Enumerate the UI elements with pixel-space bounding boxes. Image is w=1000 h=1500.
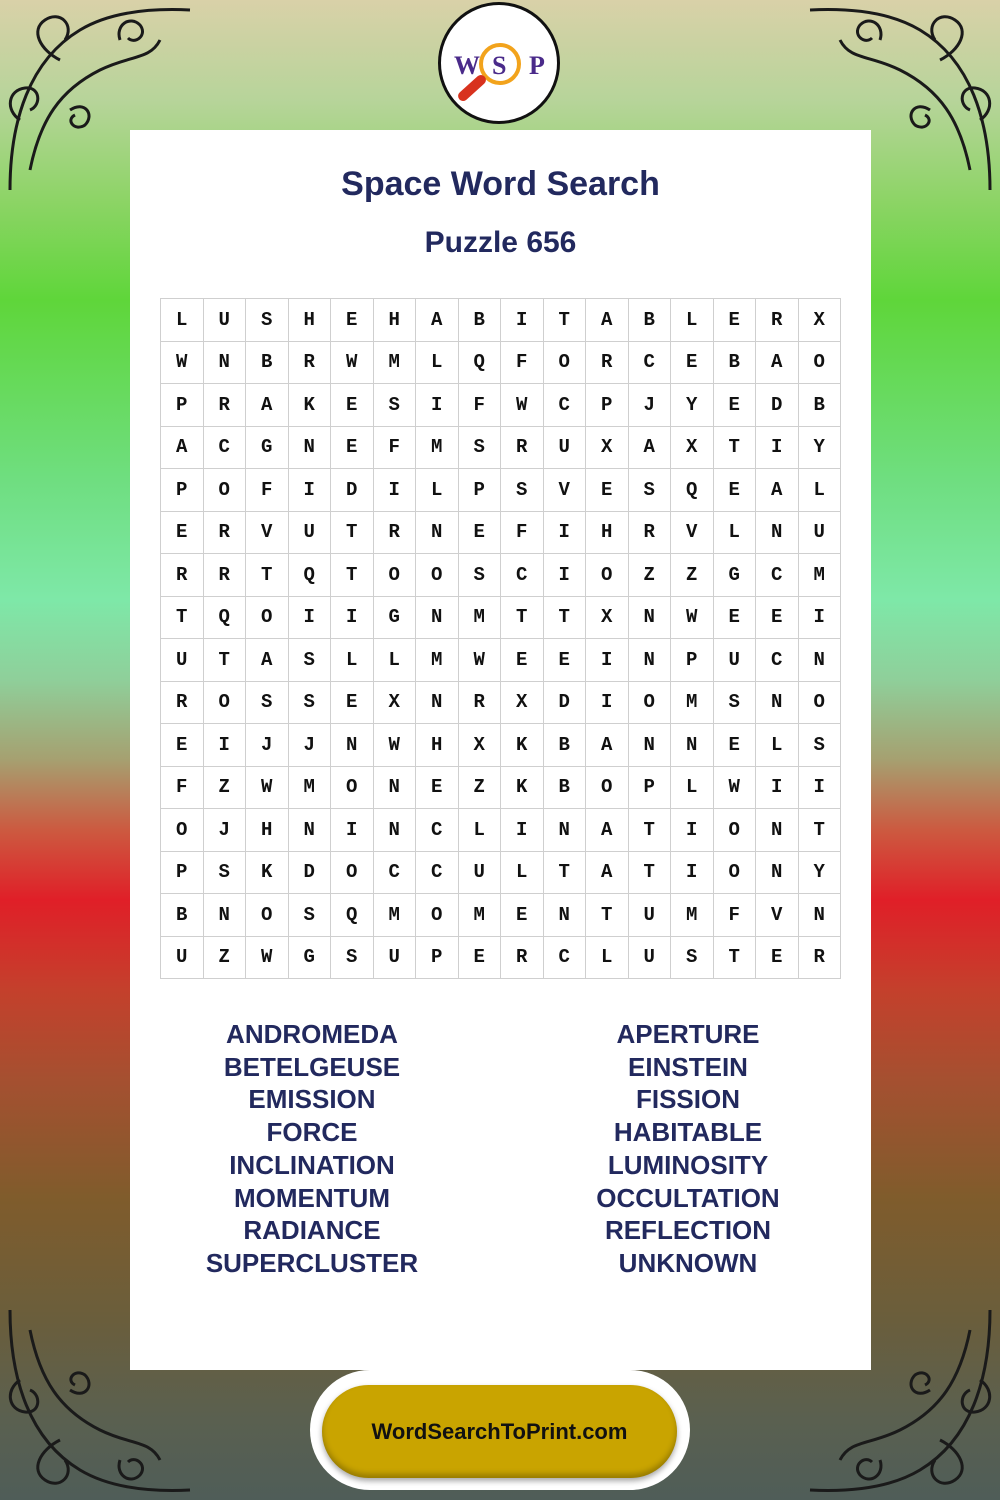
grid-cell[interactable]: E xyxy=(501,894,544,937)
grid-cell[interactable]: M xyxy=(289,767,332,810)
grid-cell[interactable]: N xyxy=(289,427,332,470)
grid-cell[interactable]: C xyxy=(501,554,544,597)
grid-cell[interactable]: V xyxy=(756,894,799,937)
grid-cell[interactable]: B xyxy=(246,342,289,385)
word-list-item: SUPERCLUSTER xyxy=(205,1247,419,1278)
grid-cell[interactable]: U xyxy=(289,512,332,555)
grid-cell[interactable]: S xyxy=(459,427,502,470)
grid-cell[interactable]: T xyxy=(331,554,374,597)
grid-cell[interactable]: D xyxy=(756,384,799,427)
grid-cell[interactable]: W xyxy=(374,724,417,767)
grid-cell[interactable]: T xyxy=(714,937,757,980)
grid-cell[interactable]: T xyxy=(501,597,544,640)
grid-cell[interactable]: B xyxy=(629,299,672,342)
grid-cell[interactable]: S xyxy=(374,384,417,427)
grid-cell[interactable]: N xyxy=(416,597,459,640)
grid-cell[interactable]: M xyxy=(671,894,714,937)
grid-cell[interactable]: I xyxy=(501,299,544,342)
grid-cell[interactable]: E xyxy=(161,724,204,767)
grid-cell[interactable]: N xyxy=(756,809,799,852)
letter-grid[interactable] xyxy=(160,298,841,979)
grid-cell[interactable]: Q xyxy=(671,469,714,512)
grid-cell[interactable]: K xyxy=(246,852,289,895)
grid-cell[interactable]: P xyxy=(161,384,204,427)
grid-cell[interactable]: H xyxy=(374,299,417,342)
word-list-item: HABITABLE xyxy=(613,1117,763,1148)
grid-cell[interactable]: I xyxy=(289,469,332,512)
grid-cell[interactable]: I xyxy=(501,809,544,852)
grid-cell[interactable]: Q xyxy=(459,342,502,385)
wsp-logo xyxy=(438,2,560,124)
grid-cell[interactable]: R xyxy=(161,682,204,725)
grid-cell[interactable]: I xyxy=(289,597,332,640)
grid-cell[interactable]: V xyxy=(246,512,289,555)
grid-cell[interactable]: E xyxy=(161,512,204,555)
grid-cell[interactable]: U xyxy=(629,894,672,937)
grid-cell[interactable]: E xyxy=(459,512,502,555)
grid-cell[interactable]: S xyxy=(459,554,502,597)
grid-cell[interactable]: E xyxy=(544,639,587,682)
page-title: Space Word Search xyxy=(341,165,660,203)
grid-cell[interactable]: X xyxy=(799,299,842,342)
logo-letter: W xyxy=(454,51,480,80)
grid-cell[interactable]: T xyxy=(714,427,757,470)
grid-cell[interactable]: O xyxy=(714,809,757,852)
grid-cell[interactable]: F xyxy=(459,384,502,427)
grid-cell[interactable]: A xyxy=(756,342,799,385)
grid-cell[interactable]: X xyxy=(501,682,544,725)
grid-cell[interactable]: I xyxy=(756,427,799,470)
grid-cell[interactable]: N xyxy=(289,809,332,852)
grid-cell[interactable]: N xyxy=(756,682,799,725)
grid-cell[interactable]: L xyxy=(586,937,629,980)
grid-cell[interactable]: O xyxy=(246,597,289,640)
grid-cell[interactable]: E xyxy=(671,342,714,385)
grid-cell[interactable]: U xyxy=(714,639,757,682)
grid-cell[interactable]: K xyxy=(501,724,544,767)
grid-cell[interactable]: I xyxy=(671,809,714,852)
grid-cell[interactable]: Z xyxy=(204,767,247,810)
grid-cell[interactable]: E xyxy=(331,299,374,342)
grid-cell[interactable]: E xyxy=(331,682,374,725)
grid-cell[interactable]: Z xyxy=(629,554,672,597)
grid-cell[interactable]: S xyxy=(714,682,757,725)
word-list-item: FORCE xyxy=(266,1117,358,1148)
grid-cell[interactable]: Y xyxy=(799,427,842,470)
grid-cell[interactable]: E xyxy=(331,427,374,470)
grid-cell[interactable]: P xyxy=(629,767,672,810)
grid-cell[interactable]: S xyxy=(331,937,374,980)
grid-cell[interactable]: F xyxy=(714,894,757,937)
grid-cell[interactable]: J xyxy=(629,384,672,427)
grid-cell[interactable]: L xyxy=(459,809,502,852)
grid-cell[interactable]: R xyxy=(459,682,502,725)
grid-cell[interactable]: F xyxy=(374,427,417,470)
grid-cell[interactable]: L xyxy=(671,299,714,342)
grid-cell[interactable]: W xyxy=(671,597,714,640)
grid-cell[interactable]: U xyxy=(544,427,587,470)
grid-cell[interactable]: T xyxy=(629,852,672,895)
grid-cell[interactable]: E xyxy=(756,937,799,980)
grid-cell[interactable]: C xyxy=(756,639,799,682)
grid-cell[interactable]: M xyxy=(416,639,459,682)
grid-cell[interactable]: R xyxy=(289,342,332,385)
grid-cell[interactable]: E xyxy=(586,469,629,512)
grid-cell[interactable]: V xyxy=(544,469,587,512)
grid-cell[interactable]: B xyxy=(544,767,587,810)
grid-cell[interactable]: R xyxy=(629,512,672,555)
grid-cell[interactable]: E xyxy=(714,597,757,640)
grid-cell[interactable]: A xyxy=(586,299,629,342)
grid-cell[interactable]: I xyxy=(544,554,587,597)
grid-cell[interactable]: C xyxy=(544,937,587,980)
grid-cell[interactable]: B xyxy=(459,299,502,342)
grid-cell[interactable]: X xyxy=(459,724,502,767)
grid-cell[interactable]: O xyxy=(331,767,374,810)
grid-cell[interactable]: S xyxy=(671,937,714,980)
grid-cell[interactable]: G xyxy=(246,427,289,470)
grid-cell[interactable]: T xyxy=(331,512,374,555)
grid-cell[interactable]: S xyxy=(629,469,672,512)
grid-cell[interactable]: E xyxy=(416,767,459,810)
grid-cell[interactable]: M xyxy=(416,427,459,470)
grid-cell[interactable]: P xyxy=(161,852,204,895)
grid-cell[interactable]: E xyxy=(714,469,757,512)
grid-cell[interactable]: U xyxy=(629,937,672,980)
grid-cell[interactable]: E xyxy=(714,724,757,767)
word-list-item: REFLECTION xyxy=(604,1215,772,1246)
grid-cell[interactable]: B xyxy=(161,894,204,937)
grid-cell[interactable]: Q xyxy=(204,597,247,640)
grid-cell[interactable]: N xyxy=(629,597,672,640)
grid-cell[interactable]: T xyxy=(629,809,672,852)
grid-cell[interactable]: S xyxy=(799,724,842,767)
grid-cell[interactable]: C xyxy=(374,852,417,895)
word-list-item: RADIANCE xyxy=(243,1215,381,1246)
grid-cell[interactable]: D xyxy=(544,682,587,725)
grid-cell[interactable]: F xyxy=(501,512,544,555)
grid-cell[interactable]: O xyxy=(246,894,289,937)
grid-cell[interactable]: P xyxy=(416,937,459,980)
grid-cell[interactable]: C xyxy=(544,384,587,427)
grid-cell[interactable]: L xyxy=(416,342,459,385)
site-link-button[interactable]: WordSearchToPrint.com xyxy=(322,1385,677,1478)
grid-cell[interactable]: Q xyxy=(289,554,332,597)
grid-cell[interactable]: L xyxy=(799,469,842,512)
grid-cell[interactable]: I xyxy=(799,597,842,640)
grid-cell[interactable]: P xyxy=(671,639,714,682)
grid-cell[interactable]: H xyxy=(586,512,629,555)
grid-cell[interactable]: C xyxy=(416,809,459,852)
grid-cell[interactable]: O xyxy=(799,682,842,725)
word-list-item: INCLINATION xyxy=(229,1149,395,1180)
grid-cell[interactable]: P xyxy=(586,384,629,427)
grid-cell[interactable]: X xyxy=(586,427,629,470)
grid-cell[interactable]: L xyxy=(331,639,374,682)
word-list-item: OCCULTATION xyxy=(596,1182,780,1213)
grid-cell[interactable]: G xyxy=(714,554,757,597)
grid-cell[interactable]: S xyxy=(289,682,332,725)
word-list-left xyxy=(162,1018,462,1280)
grid-cell[interactable]: L xyxy=(671,767,714,810)
grid-cell[interactable]: U xyxy=(161,639,204,682)
grid-cell[interactable]: B xyxy=(799,384,842,427)
grid-cell[interactable]: N xyxy=(374,809,417,852)
grid-cell[interactable]: R xyxy=(204,554,247,597)
grid-cell[interactable]: R xyxy=(501,937,544,980)
grid-cell[interactable]: B xyxy=(714,342,757,385)
grid-cell[interactable]: N xyxy=(416,512,459,555)
grid-cell[interactable]: I xyxy=(331,809,374,852)
logo-letter: P xyxy=(529,51,545,80)
grid-cell[interactable]: M xyxy=(374,342,417,385)
grid-cell[interactable]: U xyxy=(799,512,842,555)
grid-cell[interactable]: K xyxy=(289,384,332,427)
grid-cell[interactable]: C xyxy=(756,554,799,597)
grid-cell[interactable]: O xyxy=(204,682,247,725)
word-list-item: MOMENTUM xyxy=(234,1182,390,1213)
grid-cell[interactable]: F xyxy=(246,469,289,512)
grid-cell[interactable]: N xyxy=(204,894,247,937)
grid-cell[interactable]: E xyxy=(459,937,502,980)
grid-cell[interactable]: O xyxy=(714,852,757,895)
grid-cell[interactable]: O xyxy=(586,767,629,810)
grid-cell[interactable]: I xyxy=(331,597,374,640)
grid-cell[interactable]: Z xyxy=(204,937,247,980)
grid-cell[interactable]: I xyxy=(586,682,629,725)
grid-cell[interactable]: L xyxy=(756,724,799,767)
grid-cell[interactable]: C xyxy=(629,342,672,385)
grid-cell[interactable]: P xyxy=(459,469,502,512)
grid-cell[interactable]: O xyxy=(374,554,417,597)
grid-cell[interactable]: C xyxy=(204,427,247,470)
grid-cell[interactable]: T xyxy=(544,852,587,895)
word-list-right xyxy=(538,1018,838,1280)
grid-cell[interactable]: A xyxy=(586,852,629,895)
grid-cell[interactable]: T xyxy=(799,809,842,852)
grid-cell[interactable]: O xyxy=(586,554,629,597)
grid-cell[interactable]: R xyxy=(374,512,417,555)
grid-cell[interactable]: F xyxy=(501,342,544,385)
grid-cell[interactable]: R xyxy=(501,427,544,470)
grid-cell[interactable]: I xyxy=(756,767,799,810)
grid-cell[interactable]: A xyxy=(161,427,204,470)
grid-cell[interactable]: E xyxy=(331,384,374,427)
grid-cell[interactable]: N xyxy=(799,894,842,937)
grid-cell[interactable]: N xyxy=(756,512,799,555)
grid-cell[interactable]: N xyxy=(374,767,417,810)
grid-cell[interactable]: M xyxy=(799,554,842,597)
grid-cell[interactable]: N xyxy=(756,852,799,895)
grid-cell[interactable]: R xyxy=(756,299,799,342)
grid-cell[interactable]: W xyxy=(246,767,289,810)
grid-cell[interactable]: M xyxy=(459,597,502,640)
grid-cell[interactable]: B xyxy=(544,724,587,767)
grid-cell[interactable]: A xyxy=(756,469,799,512)
grid-cell[interactable]: I xyxy=(586,639,629,682)
grid-cell[interactable]: O xyxy=(331,852,374,895)
grid-cell[interactable]: Z xyxy=(671,554,714,597)
grid-cell[interactable]: M xyxy=(671,682,714,725)
grid-cell[interactable]: W xyxy=(459,639,502,682)
grid-cell[interactable]: E xyxy=(714,384,757,427)
grid-cell[interactable]: Q xyxy=(331,894,374,937)
grid-cell[interactable]: J xyxy=(246,724,289,767)
word-list-item: ANDROMEDA xyxy=(226,1019,398,1049)
grid-cell[interactable]: W xyxy=(714,767,757,810)
grid-cell[interactable]: T xyxy=(204,639,247,682)
grid-cell[interactable]: I xyxy=(671,852,714,895)
grid-cell[interactable]: N xyxy=(544,809,587,852)
grid-cell[interactable]: R xyxy=(204,512,247,555)
grid-cell[interactable]: I xyxy=(204,724,247,767)
grid-cell[interactable]: U xyxy=(204,299,247,342)
word-list-item: LUMINOSITY xyxy=(607,1149,769,1180)
word-list-item: FISSION xyxy=(635,1084,740,1115)
grid-cell[interactable]: T xyxy=(544,299,587,342)
grid-cell[interactable]: T xyxy=(246,554,289,597)
grid-cell[interactable]: L xyxy=(714,512,757,555)
grid-cell[interactable]: G xyxy=(289,937,332,980)
grid-cell[interactable]: O xyxy=(544,342,587,385)
grid-cell[interactable]: N xyxy=(331,724,374,767)
grid-cell[interactable]: D xyxy=(289,852,332,895)
grid-cell[interactable]: Y xyxy=(799,852,842,895)
grid-cell[interactable]: I xyxy=(799,767,842,810)
grid-cell[interactable]: F xyxy=(161,767,204,810)
grid-cell[interactable]: G xyxy=(374,597,417,640)
grid-cell[interactable]: H xyxy=(289,299,332,342)
grid-cell[interactable]: C xyxy=(416,852,459,895)
grid-cell[interactable]: X xyxy=(671,427,714,470)
grid-cell[interactable]: L xyxy=(374,639,417,682)
grid-cell[interactable]: P xyxy=(161,469,204,512)
grid-cell[interactable]: O xyxy=(629,682,672,725)
grid-cell[interactable]: J xyxy=(204,809,247,852)
word-list-item: APERTURE xyxy=(616,1019,760,1049)
puzzle-number: Puzzle 656 xyxy=(424,226,577,259)
word-list-item: BETELGEUSE xyxy=(223,1051,401,1082)
grid-cell[interactable]: U xyxy=(459,852,502,895)
grid-cell[interactable]: S xyxy=(246,299,289,342)
grid-cell[interactable]: H xyxy=(416,724,459,767)
grid-cell[interactable]: X xyxy=(586,597,629,640)
grid-cell[interactable]: S xyxy=(289,894,332,937)
grid-cell[interactable]: R xyxy=(799,937,842,980)
grid-cell[interactable]: Y xyxy=(671,384,714,427)
grid-cell[interactable]: N xyxy=(544,894,587,937)
grid-cell[interactable]: W xyxy=(331,342,374,385)
grid-cell[interactable]: I xyxy=(416,384,459,427)
logo-letter: S xyxy=(492,51,507,80)
word-list-item: EINSTEIN xyxy=(628,1051,748,1082)
grid-cell[interactable]: J xyxy=(289,724,332,767)
grid-cell[interactable]: S xyxy=(501,469,544,512)
grid-cell[interactable]: O xyxy=(416,894,459,937)
grid-cell[interactable]: A xyxy=(246,639,289,682)
grid-cell[interactable]: O xyxy=(161,809,204,852)
word-list-item: UNKNOWN xyxy=(618,1247,758,1278)
grid-cell[interactable]: U xyxy=(161,937,204,980)
grid-cell[interactable]: T xyxy=(586,894,629,937)
grid-cell[interactable]: A xyxy=(246,384,289,427)
grid-cell[interactable]: W xyxy=(161,342,204,385)
grid-cell[interactable]: S xyxy=(204,852,247,895)
grid-cell[interactable]: X xyxy=(374,682,417,725)
grid-cell[interactable]: O xyxy=(799,342,842,385)
grid-cell[interactable]: W xyxy=(246,937,289,980)
grid-cell[interactable]: Z xyxy=(459,767,502,810)
grid-cell[interactable]: I xyxy=(374,469,417,512)
grid-cell[interactable]: H xyxy=(246,809,289,852)
grid-cell[interactable]: I xyxy=(544,512,587,555)
grid-cell[interactable]: R xyxy=(161,554,204,597)
grid-cell[interactable]: M xyxy=(374,894,417,937)
grid-cell[interactable]: N xyxy=(629,639,672,682)
grid-cell[interactable]: V xyxy=(671,512,714,555)
grid-cell[interactable]: K xyxy=(501,767,544,810)
grid-cell[interactable]: L xyxy=(501,852,544,895)
grid-cell[interactable]: M xyxy=(459,894,502,937)
grid-cell[interactable]: T xyxy=(161,597,204,640)
grid-cell[interactable]: A xyxy=(586,809,629,852)
grid-cell[interactable]: O xyxy=(416,554,459,597)
grid-cell[interactable]: U xyxy=(374,937,417,980)
grid-cell[interactable]: E xyxy=(756,597,799,640)
grid-cell[interactable]: O xyxy=(204,469,247,512)
grid-cell[interactable]: L xyxy=(161,299,204,342)
grid-cell[interactable]: A xyxy=(416,299,459,342)
grid-cell[interactable]: D xyxy=(331,469,374,512)
grid-cell[interactable]: E xyxy=(501,639,544,682)
grid-cell[interactable]: N xyxy=(671,724,714,767)
grid-cell[interactable]: R xyxy=(586,342,629,385)
grid-cell[interactable]: S xyxy=(289,639,332,682)
grid-cell[interactable]: N xyxy=(799,639,842,682)
grid-cell[interactable]: A xyxy=(629,427,672,470)
grid-cell[interactable]: T xyxy=(544,597,587,640)
grid-cell[interactable]: E xyxy=(714,299,757,342)
grid-cell[interactable]: N xyxy=(629,724,672,767)
grid-cell[interactable]: W xyxy=(501,384,544,427)
grid-cell[interactable]: N xyxy=(204,342,247,385)
grid-cell[interactable]: A xyxy=(586,724,629,767)
word-list-item: EMISSION xyxy=(248,1084,376,1115)
grid-cell[interactable]: L xyxy=(416,469,459,512)
grid-cell[interactable]: N xyxy=(416,682,459,725)
grid-cell[interactable]: R xyxy=(204,384,247,427)
grid-cell[interactable]: S xyxy=(246,682,289,725)
